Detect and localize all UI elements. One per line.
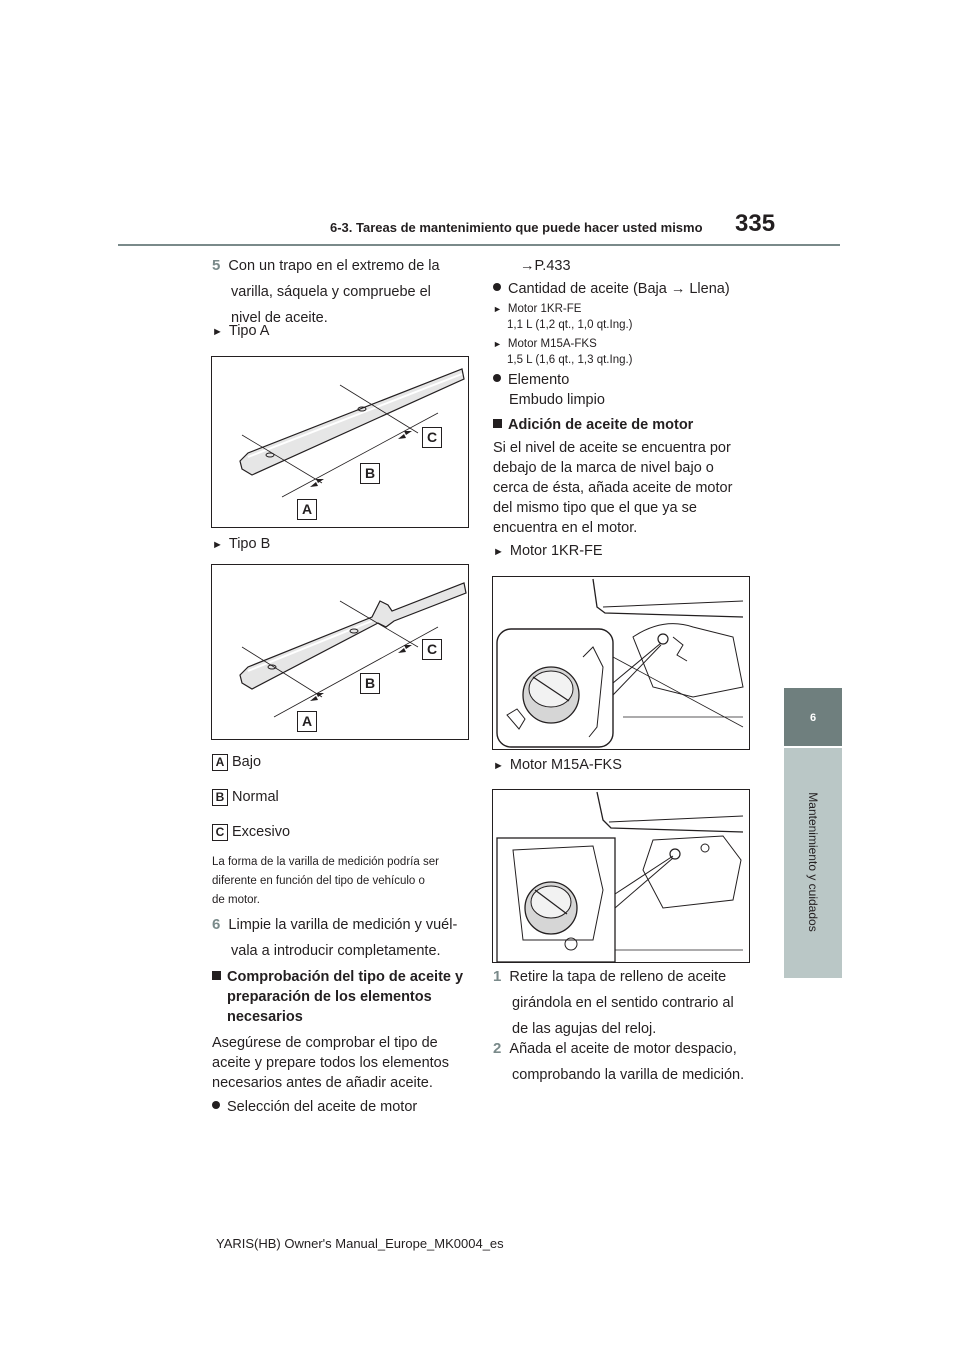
square-bullet-icon (212, 971, 221, 980)
heading-text: Adición de aceite de motor (508, 417, 694, 433)
fig-label-b: B (360, 673, 380, 694)
step-number: 1 (493, 968, 502, 985)
step-6 (212, 915, 477, 961)
triangle-icon: ► (212, 539, 223, 551)
page-reference: →P.433 (520, 258, 571, 274)
paragraph-line: cerca de ésta, añada aceite de motor (493, 480, 733, 496)
bullet-icon (212, 1101, 220, 1109)
bullet-oil-select (212, 1097, 417, 1117)
heading-text: Comprobación del tipo de aceite y (227, 969, 464, 985)
heading-text: necesarios (227, 1009, 303, 1025)
page-number: 335 (735, 210, 776, 237)
figure-caption-1kr (493, 541, 603, 562)
legend-key-a: A (212, 754, 228, 771)
caption-text: Motor 1KR-FE (509, 543, 603, 559)
fig-label-b: B (360, 463, 380, 484)
figure-caption-m15a (493, 755, 622, 776)
item-value: Embudo limpio (509, 392, 605, 408)
type-b-label (212, 534, 270, 555)
square-bullet-icon (493, 419, 502, 428)
note (212, 854, 472, 908)
triangle-icon: ► (493, 339, 502, 349)
type-a-label (212, 321, 269, 342)
step-text: Retire la tapa de relleno de aceite (509, 969, 727, 985)
fig-label-a: A (297, 711, 317, 732)
footer-manual-id: YARIS(HB) Owner's Manual_Europe_MK0004_es (216, 1236, 504, 1251)
dipstick-figure-type-a (211, 356, 469, 528)
note-line: de motor. (212, 894, 260, 906)
triangle-icon: ► (212, 326, 223, 338)
step-1 (493, 967, 758, 1039)
fig-label-c: C (422, 427, 442, 448)
engine-name: Motor M15A-FKS (507, 338, 597, 350)
note-line: La forma de la varilla de medición podría ser (212, 856, 439, 868)
step-number: 5 (212, 257, 221, 274)
fig-label-a: A (297, 499, 317, 520)
dipstick-figure-type-b (211, 564, 469, 740)
triangle-icon: ► (493, 304, 502, 314)
legend-a (212, 752, 261, 772)
step-number: 2 (493, 1040, 502, 1057)
step-text: comprobando la varilla de medición. (512, 1067, 745, 1083)
paragraph-line: encuentra en el motor. (493, 520, 638, 536)
paragraph-line: aceite y prepare todos los elementos (212, 1055, 449, 1071)
legend-b (212, 787, 279, 807)
paragraph-add-oil (493, 438, 763, 538)
paragraph-line: Asegúrese de comprobar el tipo de (212, 1035, 438, 1051)
engine-1kr-capacity (493, 301, 633, 333)
caption-text: Motor M15A-FKS (509, 757, 622, 773)
heading-oil-check (212, 967, 482, 1027)
note-line: diferente en función del tipo de vehículo o (212, 875, 425, 887)
chapter-tab-label: Mantenimiento y cuidados (806, 792, 820, 932)
paragraph-line: necesarios antes de añadir aceite. (212, 1075, 433, 1091)
step-text: vala a introducir completamente. (231, 943, 441, 959)
paragraph-line: debajo de la marca de nivel bajo o (493, 460, 714, 476)
paragraph-line: del mismo tipo que el que ya se (493, 500, 697, 516)
triangle-icon: ► (493, 546, 504, 558)
engine-1kr-figure (492, 576, 750, 750)
bullet-text: Elemento (508, 372, 570, 388)
engine-quantity: 1,1 L (1,2 qt., 1,0 qt.Ing.) (507, 319, 633, 331)
legend-key-c: C (212, 824, 228, 841)
chapter-tab-number: 6 (809, 712, 817, 724)
legend-text: Excesivo (232, 824, 291, 840)
step-text: nivel de aceite. (231, 310, 328, 326)
step-2 (493, 1039, 758, 1085)
header-divider (118, 244, 840, 246)
step-text: varilla, sáquela y compruebe el (231, 284, 431, 300)
step-text: Añada el aceite de motor despacio, (509, 1041, 737, 1057)
type-a-text: Tipo A (228, 323, 270, 339)
bullet-text: Selección del aceite de motor (227, 1099, 418, 1115)
heading-text: preparación de los elementos (227, 989, 432, 1005)
engine-m15a-capacity (493, 336, 633, 368)
engine-m15a-figure (492, 789, 750, 963)
legend-key-b: B (212, 789, 228, 806)
legend-text: Bajo (232, 754, 262, 770)
triangle-icon: ► (493, 760, 504, 772)
step-text: de las agujas del reloj. (512, 1021, 657, 1037)
step-text: Con un trapo en el extremo de la (228, 258, 440, 274)
section-title: 6-3. Tareas de mantenimiento que puede hacer usted mismo (330, 220, 703, 235)
step-5 (212, 256, 472, 328)
bullet-quantity (493, 279, 730, 299)
step-text: Limpie la varilla de medición y vuél- (228, 917, 458, 933)
step-text: girándola en el sentido contrario al (512, 995, 734, 1011)
engine-name: Motor 1KR-FE (507, 303, 582, 315)
engine-m15a-illustration (493, 790, 750, 963)
legend-text: Normal (232, 789, 279, 805)
type-b-text: Tipo B (228, 536, 271, 552)
fig-label-c: C (422, 639, 442, 660)
bullet-icon (493, 283, 501, 291)
bullet-item (493, 370, 605, 410)
step-number: 6 (212, 916, 221, 933)
paragraph-line: Si el nivel de aceite se encuentra por (493, 440, 731, 456)
engine-quantity: 1,5 L (1,6 qt., 1,3 qt.Ing.) (507, 354, 633, 366)
heading-add-oil (493, 415, 693, 435)
engine-1kr-illustration (493, 577, 750, 750)
bullet-icon (493, 374, 501, 382)
paragraph-oil-check (212, 1033, 482, 1093)
bullet-text: Cantidad de aceite (Baja → Llena) (508, 281, 730, 297)
legend-c (212, 822, 290, 842)
